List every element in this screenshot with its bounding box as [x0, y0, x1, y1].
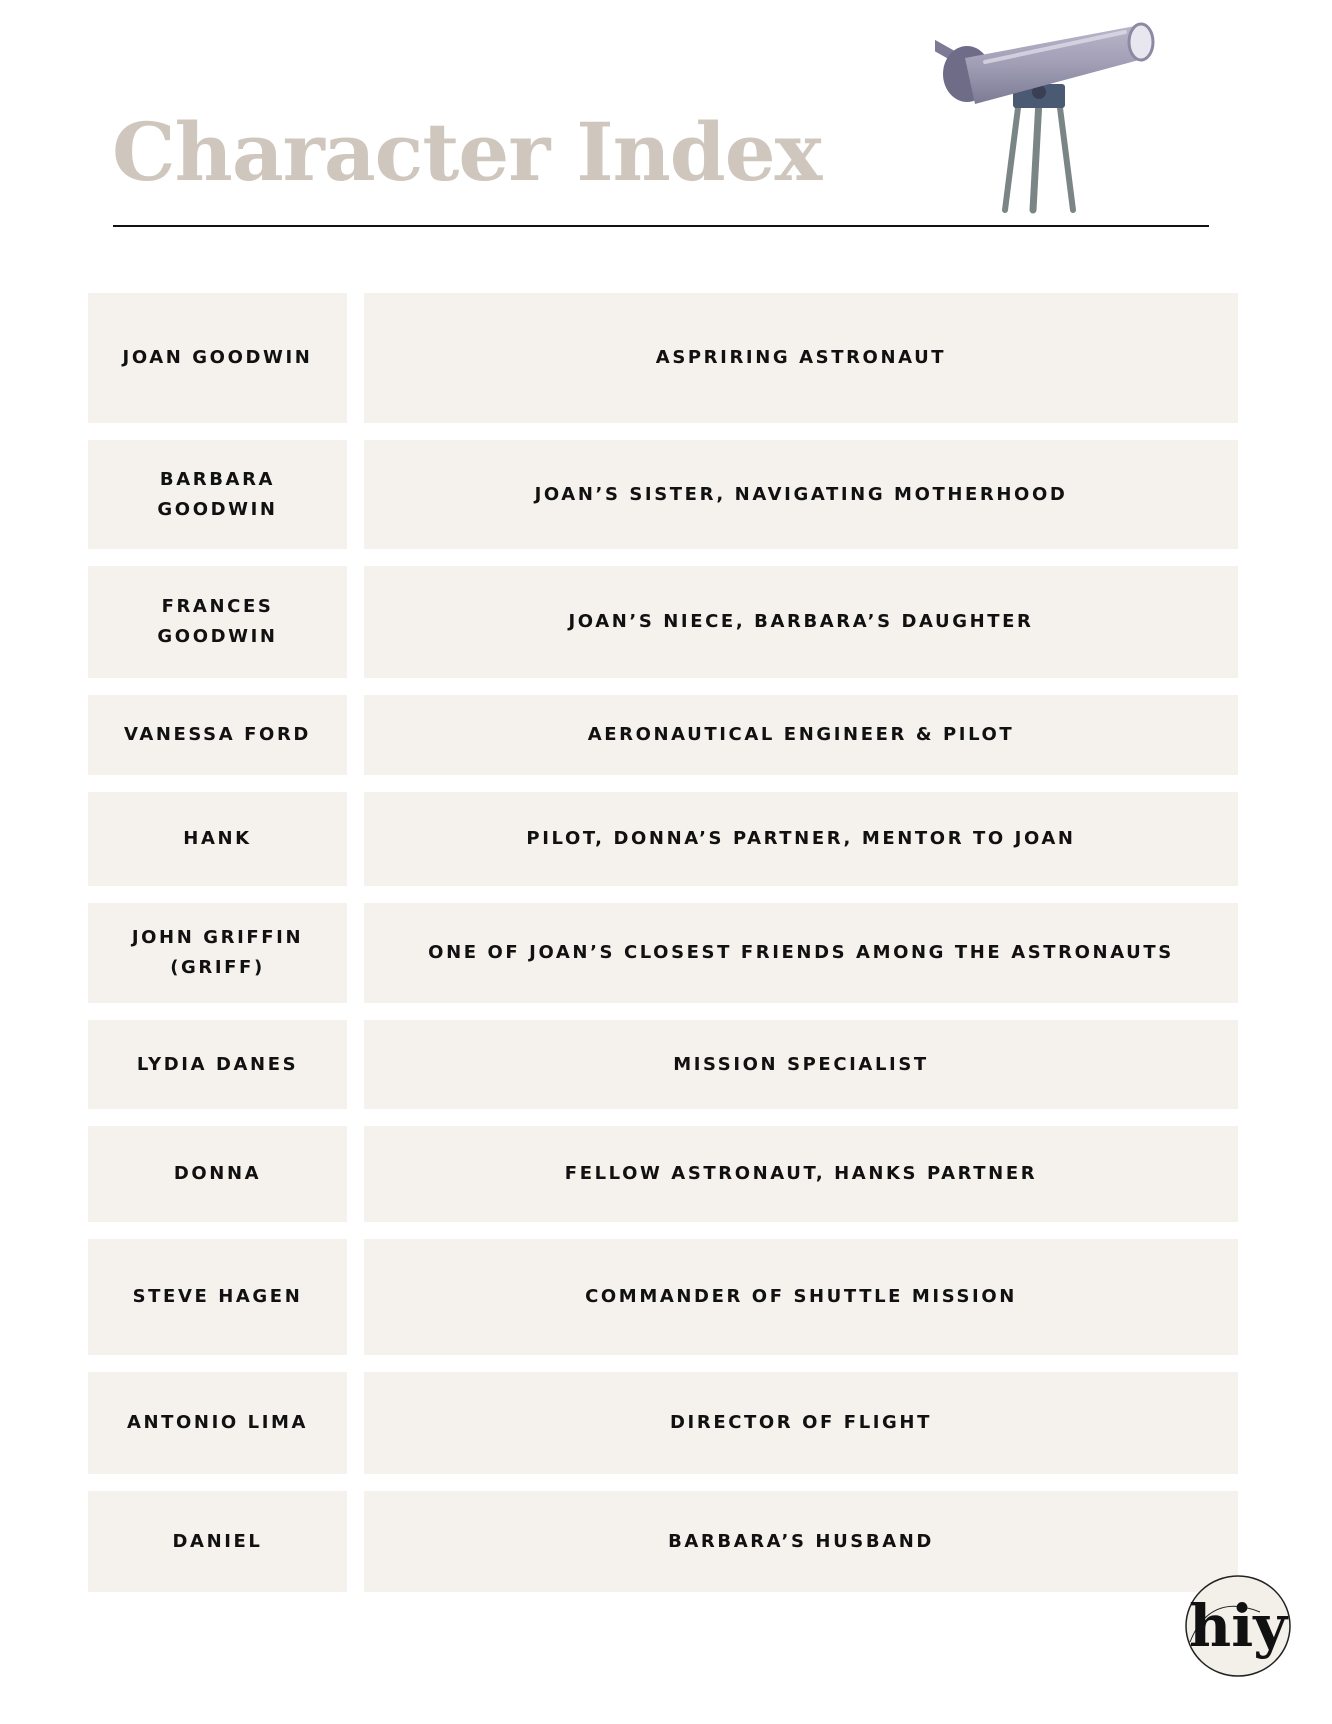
character-name: LYDIA DANES: [136, 1053, 299, 1075]
character-name: DONNA: [173, 1163, 262, 1184]
character-description-cell: [364, 1020, 1238, 1109]
character-name: VANESSA FORD: [124, 724, 311, 745]
table-row: [88, 903, 1238, 1003]
character-name-cell: [88, 440, 347, 549]
character-description-cell: [364, 1491, 1238, 1592]
table-row: [88, 440, 1238, 549]
character-name-cell: [88, 1491, 347, 1592]
character-description: JOAN’S SISTER, NAVIGATING MOTHERHOOD: [534, 483, 1068, 505]
character-name: ANTONIO LIMA: [126, 1412, 309, 1433]
character-name: BARBARA GOODWIN: [157, 468, 278, 520]
character-description-cell: [364, 695, 1238, 775]
table-row: [88, 1020, 1238, 1109]
character-description: AERONAUTICAL ENGINEER & PILOT: [587, 724, 1015, 745]
table-row: [88, 1239, 1238, 1355]
logo-text: hiy: [1189, 1592, 1287, 1660]
character-description-cell: [364, 293, 1238, 423]
character-description-cell: [364, 1126, 1238, 1222]
page-title: Character Index: [112, 105, 822, 199]
character-description: MISSION SPECIALIST: [673, 1053, 929, 1075]
table-row: [88, 1126, 1238, 1222]
character-description-cell: [364, 1239, 1238, 1355]
character-name: FRANCES GOODWIN: [157, 596, 278, 647]
table-row: [88, 1372, 1238, 1474]
table-row: [88, 792, 1238, 886]
character-name-cell: [88, 293, 347, 423]
character-description: FELLOW ASTRONAUT, HANKS PARTNER: [564, 1163, 1038, 1184]
character-description-cell: [364, 903, 1238, 1003]
telescope-icon: [935, 18, 1205, 218]
character-name-cell: [88, 566, 347, 678]
character-description: ONE OF JOAN’S CLOSEST FRIENDS AMONG THE ASTRONAUTS: [428, 942, 1174, 963]
character-name: DANIEL: [172, 1530, 263, 1552]
character-name-cell: [88, 792, 347, 886]
table-row: [88, 1491, 1238, 1592]
character-name-cell: [88, 1372, 347, 1474]
character-description-cell: [364, 1372, 1238, 1474]
table-row: [88, 695, 1238, 775]
character-name-cell: [88, 1126, 347, 1222]
character-name: HANK: [183, 828, 252, 849]
character-name-cell: [88, 1239, 347, 1355]
character-description: BARBARA’S HUSBAND: [668, 1530, 934, 1552]
character-name-cell: [88, 1020, 347, 1109]
character-description: PILOT, DONNA’S PARTNER, MENTOR TO JOAN: [526, 828, 1076, 849]
character-name: JOHN GRIFFIN (GRIFF): [131, 927, 304, 978]
character-description: JOAN’S NIECE, BARBARA’S DAUGHTER: [568, 611, 1034, 632]
character-description: ASPRIRING ASTRONAUT: [655, 347, 947, 368]
character-name-cell: [88, 695, 347, 775]
character-name: STEVE HAGEN: [132, 1286, 303, 1307]
character-description: DIRECTOR OF FLIGHT: [670, 1412, 932, 1433]
character-name: JOAN GOODWIN: [122, 347, 313, 368]
character-description-cell: [364, 792, 1238, 886]
table-row: [88, 293, 1238, 423]
brand-logo-icon: [1180, 1572, 1294, 1680]
character-description-cell: [364, 566, 1238, 678]
character-description: COMMANDER OF SHUTTLE MISSION: [585, 1286, 1017, 1307]
character-name-cell: [88, 903, 347, 1003]
character-description-cell: [364, 440, 1238, 549]
title-divider: [113, 225, 1209, 227]
table-row: [88, 566, 1238, 678]
